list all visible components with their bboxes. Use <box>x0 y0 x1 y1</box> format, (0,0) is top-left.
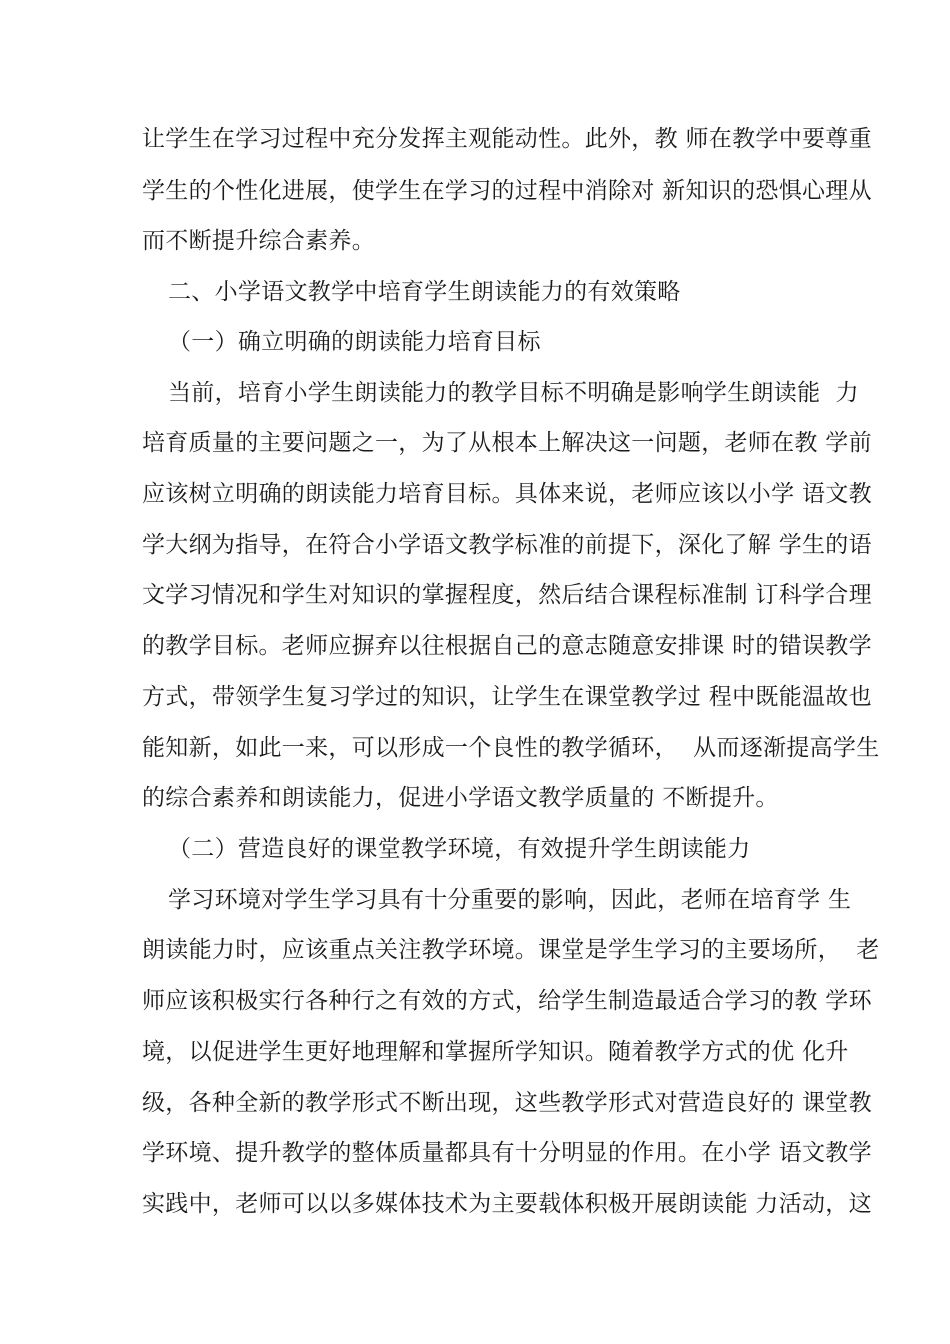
paragraph-line: 级，各种全新的教学形式不断出现，这些教学形式对营造良好的 课堂教 <box>142 1090 872 1116</box>
subsection-heading: （二）营造良好的课堂教学环境，有效提升学生朗读能力 <box>168 836 751 862</box>
paragraph-line: 能知新，如此一来，可以形成一个良性的教学循环， 从而逐渐提高学生 <box>142 735 880 761</box>
paragraph-line: 文学习情况和学生对知识的掌握程度，然后结合课程标准制 订科学合理 <box>142 582 872 608</box>
paragraph-line: 让学生在学习过程中充分发挥主观能动性。此外，教 师在教学中要尊重 <box>142 126 872 152</box>
paragraph-line: 应该树立明确的朗读能力培育目标。具体来说，老师应该以小学 语文教 <box>142 481 872 507</box>
paragraph-line: 而不断提升综合素养。 <box>142 228 375 254</box>
paragraph-line: 学环境、提升教学的整体质量都具有十分明显的作用。在小学 语文教学 <box>142 1140 872 1166</box>
paragraph-line: 培育质量的主要问题之一，为了从根本上解决这一问题，老师在教 学前 <box>142 430 872 456</box>
paragraph-line: 学大纲为指导，在符合小学语文教学标准的前提下，深化了解 学生的语 <box>142 532 872 558</box>
paragraph-line: 境，以促进学生更好地理解和掌握所学知识。随着教学方式的优 化升 <box>142 1039 849 1065</box>
paragraph-line: 学生的个性化进展，使学生在学习的过程中消除对 新知识的恐惧心理从 <box>142 178 872 204</box>
paragraph-line: 方式，带领学生复习学过的知识，让学生在课堂教学过 程中既能温故也 <box>142 684 872 710</box>
subsection-heading: （一）确立明确的朗读能力培育目标 <box>168 329 541 355</box>
paragraph-line: 师应该积极实行各种行之有效的方式，给学生制造最适合学习的教 学环 <box>142 988 872 1014</box>
paragraph-line: 的教学目标。老师应摒弃以往根据自己的意志随意安排课 时的错误教学 <box>142 633 872 659</box>
paragraph-line: 实践中，老师可以以多媒体技术为主要载体积极开展朗读能 力活动，这 <box>142 1191 872 1217</box>
section-heading: 二、小学语文教学中培育学生朗读能力的有效策略 <box>168 279 681 305</box>
paragraph-line: 当前，培育小学生朗读能力的教学目标不明确是影响学生朗读能 力 <box>168 380 859 406</box>
paragraph-line: 朗读能力时，应该重点关注教学环境。课堂是学生学习的主要场所， 老 <box>142 937 880 963</box>
paragraph-line: 的综合素养和朗读能力，促进小学语文教学质量的 不断提升。 <box>142 785 779 811</box>
paragraph-line: 学习环境对学生学习具有十分重要的影响，因此，老师在培育学 生 <box>168 887 852 913</box>
